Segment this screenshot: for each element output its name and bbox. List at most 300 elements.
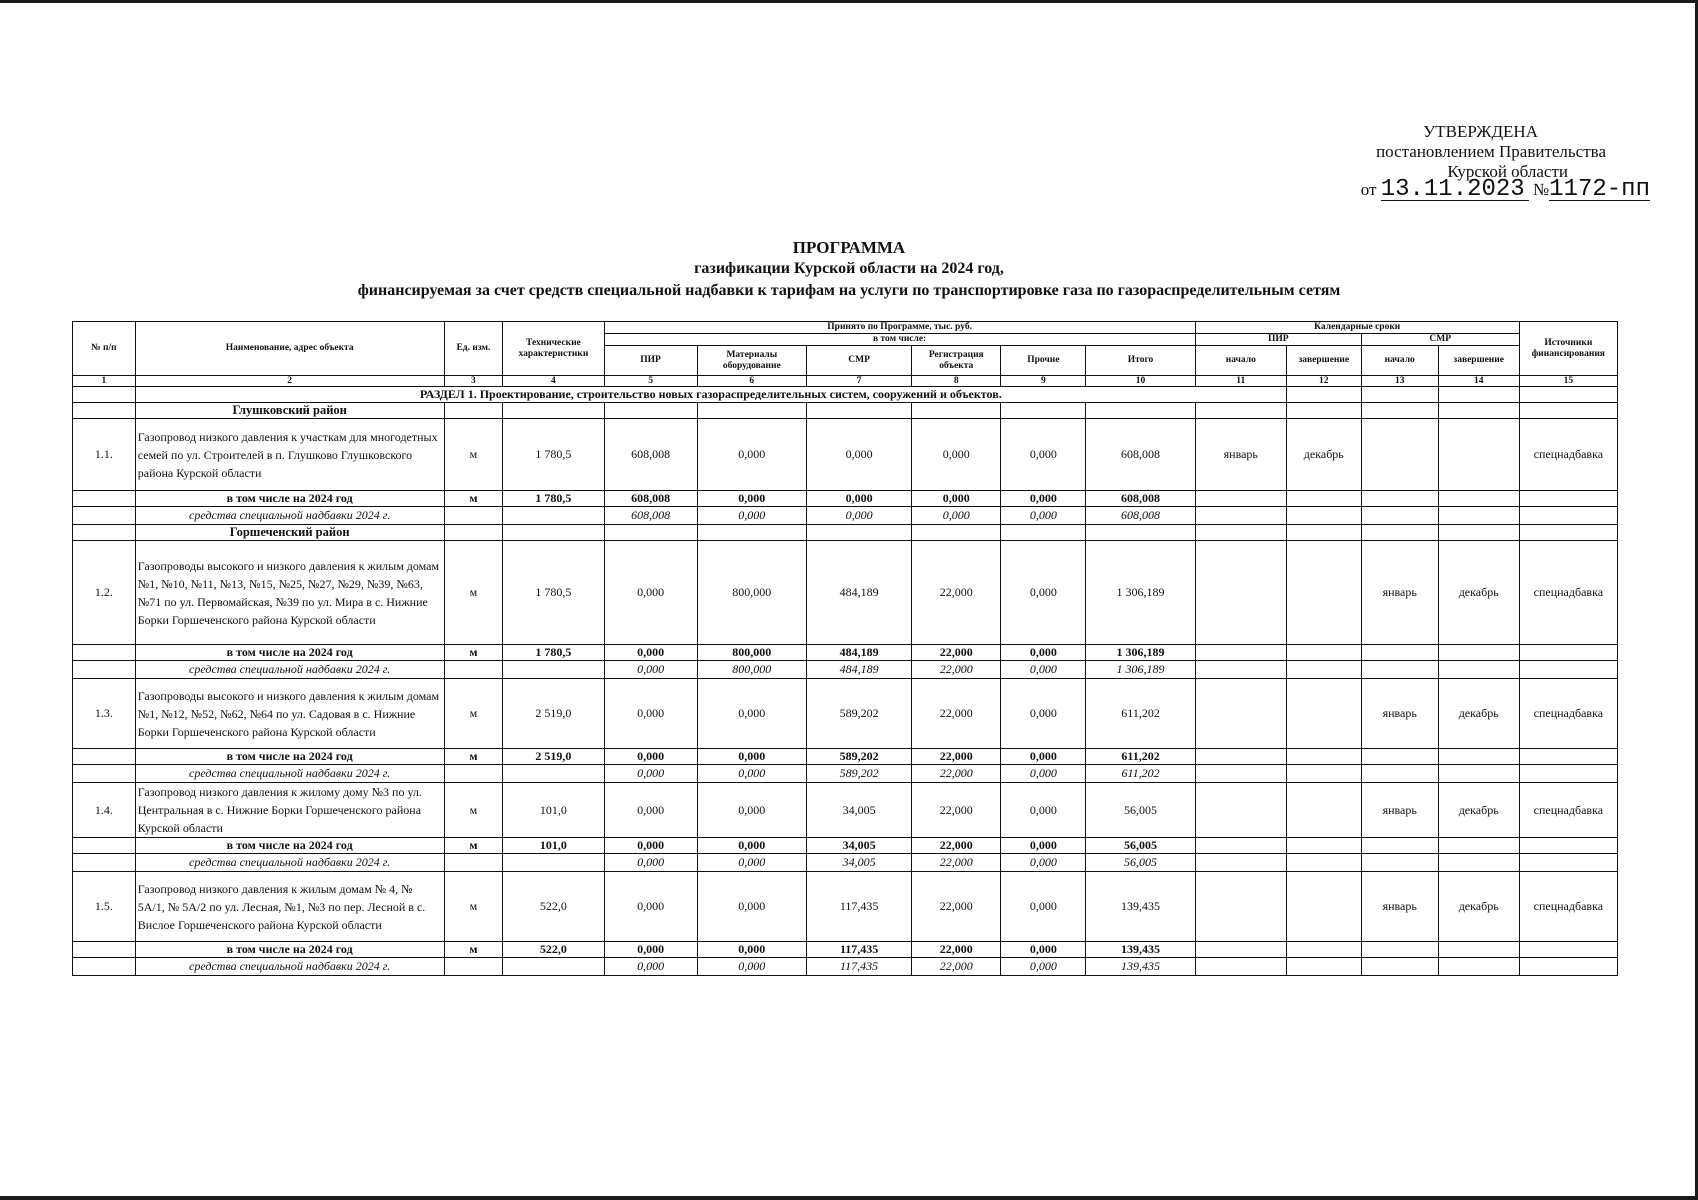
empty-cell (1519, 525, 1617, 541)
tech-cell: 101,0 (503, 838, 604, 854)
empty-cell (912, 525, 1001, 541)
table-row (73, 419, 1618, 491)
col-number: 14 (1438, 376, 1519, 387)
empty-cell (1195, 765, 1286, 783)
section-title: РАЗДЕЛ 1. Проектирование, строительство новых газораспределительных систем, сооружений и объектов. (135, 387, 1286, 403)
col-number: 3 (444, 376, 503, 387)
empty-cell (1519, 854, 1617, 872)
unit-cell: м (444, 783, 503, 838)
empty-cell (1361, 507, 1438, 525)
funds-row (73, 661, 1618, 679)
empty-cell (1195, 854, 1286, 872)
registration-cell: 22,000 (912, 645, 1001, 661)
total-cell: 611,202 (1086, 679, 1195, 749)
pir-start-cell (1195, 679, 1286, 749)
smr-cell: 0,000 (806, 491, 911, 507)
smr-cell: 34,005 (806, 854, 911, 872)
source-cell: спецнадбавка (1519, 679, 1617, 749)
subtotal-label: в том числе на 2024 год (135, 749, 444, 765)
empty-cell (1361, 491, 1438, 507)
col-number: 7 (806, 376, 911, 387)
other-cell: 0,000 (1001, 679, 1086, 749)
empty-cell (1001, 525, 1086, 541)
registration-cell: 22,000 (912, 838, 1001, 854)
empty-cell (1086, 525, 1195, 541)
empty-cell (1286, 525, 1361, 541)
empty-cell (444, 525, 503, 541)
other-cell: 0,000 (1001, 661, 1086, 679)
col-number: 6 (697, 376, 806, 387)
smr-cell: 117,435 (806, 942, 911, 958)
document-title: ПРОГРАММА (792, 238, 906, 257)
document-subtitle: газификации Курской области на 2024 год, (694, 260, 1004, 277)
empty-cell (1519, 942, 1617, 958)
col-tech-header: Технические характеристики (503, 322, 604, 376)
table-row (73, 783, 1618, 838)
other-cell: 0,000 (1001, 491, 1086, 507)
empty-cell (73, 491, 136, 507)
smr-cell: 117,435 (806, 872, 911, 942)
empty-cell (1195, 942, 1286, 958)
funds-label: средства специальной надбавки 2024 г. (135, 958, 444, 976)
empty-cell (1361, 854, 1438, 872)
source-cell: спецнадбавка (1519, 783, 1617, 838)
empty-cell (1195, 749, 1286, 765)
col-number: 15 (1519, 376, 1617, 387)
tech-cell: 2 519,0 (503, 749, 604, 765)
empty-cell (73, 507, 136, 525)
col-number: 10 (1086, 376, 1195, 387)
subtotal-label: в том числе на 2024 год (135, 645, 444, 661)
other-cell: 0,000 (1001, 872, 1086, 942)
scan-edge-top (0, 0, 1698, 3)
other-cell: 0,000 (1001, 854, 1086, 872)
materials-cell: 0,000 (697, 958, 806, 976)
empty-cell (1195, 491, 1286, 507)
section-row (73, 387, 1618, 403)
col-number: 9 (1001, 376, 1086, 387)
smr-start-cell: январь (1361, 872, 1438, 942)
smr-start-cell: январь (1361, 679, 1438, 749)
smr-cell: 117,435 (806, 958, 911, 976)
row-number: 1.4. (73, 783, 136, 838)
empty-cell (1286, 645, 1361, 661)
col-materials-header: Материалы оборудование (697, 346, 806, 376)
col-pir-header: ПИР (604, 346, 697, 376)
col-other-header: Прочие (1001, 346, 1086, 376)
empty-cell (503, 525, 604, 541)
approval-stamp (1240, 122, 1650, 201)
smr-cell: 589,202 (806, 765, 911, 783)
object-name: Газопровод низкого давления к жилым домам № 4, № 5А/1, № 5А/2 по ул. Лесная, №1, №3 по пер. Лесной в с. Вислое Горшеченского района Курской области (135, 872, 444, 942)
empty-cell (1195, 645, 1286, 661)
empty-cell (1286, 491, 1361, 507)
tech-cell: 522,0 (503, 942, 604, 958)
pir-cell: 0,000 (604, 872, 697, 942)
registration-cell: 22,000 (912, 783, 1001, 838)
empty-cell (1519, 765, 1617, 783)
object-name: Газопровод низкого давления к жилому дому №3 по ул. Центральная в с. Нижние Борки Горшеченского района Курской области (135, 783, 444, 838)
smr-end-cell: декабрь (1438, 679, 1519, 749)
unit-cell: м (444, 645, 503, 661)
smr-cell: 589,202 (806, 679, 911, 749)
empty-cell (73, 942, 136, 958)
empty-cell (73, 854, 136, 872)
smr-cell: 484,189 (806, 661, 911, 679)
tech-cell: 101,0 (503, 783, 604, 838)
col-sources-header: Источники финансирования (1519, 322, 1617, 376)
materials-cell: 0,000 (697, 749, 806, 765)
empty-cell (1195, 958, 1286, 976)
empty-cell (1438, 661, 1519, 679)
empty-cell (1195, 507, 1286, 525)
empty-cell (1361, 645, 1438, 661)
empty-cell (604, 525, 697, 541)
empty-cell (1519, 645, 1617, 661)
registration-cell: 22,000 (912, 749, 1001, 765)
col-number: 1 (73, 376, 136, 387)
empty-cell (444, 854, 503, 872)
tech-cell: 1 780,5 (503, 541, 604, 645)
district-name: Горшеченский район (135, 525, 444, 541)
total-cell: 608,008 (1086, 491, 1195, 507)
empty-cell (1438, 507, 1519, 525)
object-name: Газопровод низкого давления к участкам для многодетных семей по ул. Строителей в п. Глушково Глушковского района Курской области (135, 419, 444, 491)
materials-cell: 800,000 (697, 645, 806, 661)
empty-cell (503, 661, 604, 679)
materials-cell: 0,000 (697, 872, 806, 942)
pir-cell: 0,000 (604, 645, 697, 661)
col-number: 5 (604, 376, 697, 387)
empty-cell (73, 958, 136, 976)
empty-cell (73, 765, 136, 783)
funds-label: средства специальной надбавки 2024 г. (135, 854, 444, 872)
smr-start-cell: январь (1361, 783, 1438, 838)
total-cell: 139,435 (1086, 872, 1195, 942)
empty-cell (1361, 765, 1438, 783)
smr-start-cell (1361, 419, 1438, 491)
approval-number: 1172-пп (1549, 176, 1650, 203)
tech-cell: 1 780,5 (503, 419, 604, 491)
empty-cell (1286, 507, 1361, 525)
funds-row (73, 958, 1618, 976)
col-pir-start-header: начало (1195, 346, 1286, 376)
empty-cell (1286, 958, 1361, 976)
approval-line3: Курской области (1447, 162, 1568, 181)
smr-end-cell: декабрь (1438, 783, 1519, 838)
source-cell: спецнадбавка (1519, 419, 1617, 491)
empty-cell (444, 958, 503, 976)
unit-cell: м (444, 942, 503, 958)
empty-cell (1286, 854, 1361, 872)
smr-cell: 34,005 (806, 783, 911, 838)
subtotal-row (73, 491, 1618, 507)
empty-cell (73, 525, 136, 541)
materials-cell: 0,000 (697, 419, 806, 491)
empty-cell (1286, 749, 1361, 765)
other-cell: 0,000 (1001, 419, 1086, 491)
col-unit-header: Ед. изм. (444, 322, 503, 376)
number-prefix: № (1532, 180, 1550, 199)
object-name: Газопроводы высокого и низкого давления к жилым домам №1, №12, №52, №62, №64 по ул. Садовая в с. Нижние Борки Горшеченского района Курской области (135, 679, 444, 749)
table-row (73, 541, 1618, 645)
total-cell: 608,008 (1086, 419, 1195, 491)
cal-smr-header: СМР (1361, 334, 1519, 346)
empty-cell (503, 958, 604, 976)
district-name: Глушковский район (135, 403, 444, 419)
registration-cell: 22,000 (912, 661, 1001, 679)
smr-cell: 34,005 (806, 838, 911, 854)
smr-start-cell: январь (1361, 541, 1438, 645)
empty-cell (1195, 525, 1286, 541)
total-cell: 611,202 (1086, 749, 1195, 765)
registration-cell: 22,000 (912, 872, 1001, 942)
calendar-header: Календарные сроки (1195, 322, 1519, 334)
district-row (73, 403, 1618, 419)
smr-end-cell: декабрь (1438, 541, 1519, 645)
pir-start-cell (1195, 541, 1286, 645)
tech-cell: 522,0 (503, 872, 604, 942)
empty-cell (1438, 958, 1519, 976)
pir-cell: 608,008 (604, 419, 697, 491)
empty-cell (1438, 765, 1519, 783)
tech-cell: 1 780,5 (503, 645, 604, 661)
empty-cell (444, 661, 503, 679)
col-num-header: № п/п (73, 322, 136, 376)
empty-cell (1361, 661, 1438, 679)
empty-cell (1519, 749, 1617, 765)
empty-cell (1519, 958, 1617, 976)
table-header (73, 322, 1618, 387)
source-cell: спецнадбавка (1519, 541, 1617, 645)
empty-cell (1519, 507, 1617, 525)
funds-label: средства специальной надбавки 2024 г. (135, 507, 444, 525)
materials-cell: 800,000 (697, 541, 806, 645)
empty-cell (1438, 838, 1519, 854)
pir-end-cell: декабрь (1286, 419, 1361, 491)
tech-cell: 1 780,5 (503, 491, 604, 507)
empty-cell (697, 525, 806, 541)
row-number: 1.1. (73, 419, 136, 491)
pir-cell: 0,000 (604, 765, 697, 783)
unit-cell: м (444, 419, 503, 491)
col-smr-header: СМР (806, 346, 911, 376)
materials-cell: 0,000 (697, 765, 806, 783)
total-cell: 56,005 (1086, 854, 1195, 872)
empty-cell (1361, 958, 1438, 976)
empty-cell (503, 854, 604, 872)
smr-end-cell: декабрь (1438, 872, 1519, 942)
funds-row (73, 765, 1618, 783)
empty-cell (1361, 749, 1438, 765)
pir-start-cell (1195, 783, 1286, 838)
row-number: 1.2. (73, 541, 136, 645)
pir-start-cell (1195, 872, 1286, 942)
program-table (72, 321, 1618, 976)
pir-end-cell (1286, 783, 1361, 838)
subtotal-row (73, 645, 1618, 661)
total-cell: 1 306,189 (1086, 661, 1195, 679)
col-number: 12 (1286, 376, 1361, 387)
subtotal-label: в том числе на 2024 год (135, 491, 444, 507)
empty-cell (806, 525, 911, 541)
row-number: 1.5. (73, 872, 136, 942)
empty-cell (444, 507, 503, 525)
materials-cell: 0,000 (697, 854, 806, 872)
col-smr-end-header: завершение (1438, 346, 1519, 376)
total-cell: 56,005 (1086, 783, 1195, 838)
subtotal-row (73, 749, 1618, 765)
registration-cell: 0,000 (912, 507, 1001, 525)
empty-cell (444, 765, 503, 783)
subtotal-row (73, 838, 1618, 854)
materials-cell: 0,000 (697, 783, 806, 838)
empty-cell (1438, 942, 1519, 958)
unit-cell: м (444, 679, 503, 749)
pir-cell: 608,008 (604, 491, 697, 507)
pir-cell: 0,000 (604, 958, 697, 976)
empty-cell (1438, 525, 1519, 541)
cal-pir-header: ПИР (1195, 334, 1361, 346)
materials-cell: 0,000 (697, 838, 806, 854)
empty-cell (1195, 661, 1286, 679)
unit-cell: м (444, 491, 503, 507)
col-number: 8 (912, 376, 1001, 387)
unit-cell: м (444, 872, 503, 942)
pir-cell: 0,000 (604, 942, 697, 958)
registration-cell: 22,000 (912, 765, 1001, 783)
document-subtitle-2: финансируемая за счет средств специальной надбавки к тарифам на услуги по транспортировке газа по газораспределительным сетям (357, 282, 1341, 299)
pir-cell: 0,000 (604, 783, 697, 838)
other-cell: 0,000 (1001, 749, 1086, 765)
empty-cell (1438, 645, 1519, 661)
other-cell: 0,000 (1001, 942, 1086, 958)
empty-cell (1361, 942, 1438, 958)
registration-cell: 0,000 (912, 419, 1001, 491)
column-numbers-row (73, 376, 1618, 387)
row-number: 1.3. (73, 679, 136, 749)
subtotal-label: в том числе на 2024 год (135, 838, 444, 854)
object-name: Газопроводы высокого и низкого давления к жилым домам №1, №10, №11, №13, №15, №25, №27, №29, №39, №63, №71 по ул. Первомайская, №39 по ул. Мира в с. Нижние Борки Горшеченского района Курской области (135, 541, 444, 645)
table-body (73, 387, 1618, 976)
empty-cell (1438, 491, 1519, 507)
approval-line2: постановлением Правительства (1376, 142, 1606, 161)
col-number: 2 (135, 376, 444, 387)
total-cell: 611,202 (1086, 765, 1195, 783)
funds-row (73, 854, 1618, 872)
empty-cell (1519, 838, 1617, 854)
empty-cell (1195, 838, 1286, 854)
unit-cell: м (444, 749, 503, 765)
empty-cell (1286, 838, 1361, 854)
total-cell: 56,005 (1086, 838, 1195, 854)
pir-cell: 0,000 (604, 749, 697, 765)
empty-cell (73, 749, 136, 765)
pir-end-cell (1286, 541, 1361, 645)
pir-end-cell (1286, 679, 1361, 749)
materials-cell: 0,000 (697, 507, 806, 525)
materials-cell: 800,000 (697, 661, 806, 679)
approval-date: 13.11.2023 (1381, 180, 1529, 201)
smr-cell: 484,189 (806, 645, 911, 661)
smr-end-cell (1438, 419, 1519, 491)
empty-cell (1361, 838, 1438, 854)
total-cell: 608,008 (1086, 507, 1195, 525)
registration-cell: 22,000 (912, 958, 1001, 976)
total-cell: 139,435 (1086, 942, 1195, 958)
date-prefix: от (1360, 180, 1377, 199)
pir-cell: 608,008 (604, 507, 697, 525)
other-cell: 0,000 (1001, 541, 1086, 645)
approval-line1: УТВЕРЖДЕНА (1423, 122, 1538, 141)
subtotal-row (73, 942, 1618, 958)
smr-cell: 589,202 (806, 749, 911, 765)
empty-cell (1361, 525, 1438, 541)
col-number: 13 (1361, 376, 1438, 387)
approval-date-line (1240, 176, 1650, 203)
pir-end-cell (1286, 872, 1361, 942)
empty-cell (73, 645, 136, 661)
registration-cell: 22,000 (912, 942, 1001, 958)
pir-start-cell: январь (1195, 419, 1286, 491)
other-cell: 0,000 (1001, 783, 1086, 838)
funds-label: средства специальной надбавки 2024 г. (135, 661, 444, 679)
materials-cell: 0,000 (697, 942, 806, 958)
pir-cell: 0,000 (604, 679, 697, 749)
empty-cell (1286, 661, 1361, 679)
other-cell: 0,000 (1001, 645, 1086, 661)
col-pir-end-header: завершение (1286, 346, 1361, 376)
tech-cell: 2 519,0 (503, 679, 604, 749)
table-row (73, 872, 1618, 942)
subtotal-label: в том числе на 2024 год (135, 942, 444, 958)
unit-cell: м (444, 541, 503, 645)
empty-cell (73, 661, 136, 679)
registration-cell: 22,000 (912, 854, 1001, 872)
pir-cell: 0,000 (604, 854, 697, 872)
total-cell: 1 306,189 (1086, 645, 1195, 661)
materials-cell: 0,000 (697, 679, 806, 749)
registration-cell: 22,000 (912, 541, 1001, 645)
empty-cell (1438, 749, 1519, 765)
total-cell: 139,435 (1086, 958, 1195, 976)
pir-cell: 0,000 (604, 838, 697, 854)
unit-cell: м (444, 838, 503, 854)
registration-cell: 22,000 (912, 679, 1001, 749)
pir-cell: 0,000 (604, 541, 697, 645)
scan-edge-bottom (0, 1196, 1698, 1200)
col-total-header: Итого (1086, 346, 1195, 376)
accepted-header: Принято по Программе, тыс. руб. (604, 322, 1195, 334)
empty-cell (503, 507, 604, 525)
smr-cell: 0,000 (806, 419, 911, 491)
col-smr-start-header: начало (1361, 346, 1438, 376)
empty-cell (1286, 942, 1361, 958)
materials-cell: 0,000 (697, 491, 806, 507)
col-number: 4 (503, 376, 604, 387)
smr-cell: 0,000 (806, 507, 911, 525)
other-cell: 0,000 (1001, 507, 1086, 525)
smr-cell: 484,189 (806, 541, 911, 645)
source-cell: спецнадбавка (1519, 872, 1617, 942)
pir-cell: 0,000 (604, 661, 697, 679)
total-cell: 1 306,189 (1086, 541, 1195, 645)
empty-cell (503, 765, 604, 783)
empty-cell (1519, 491, 1617, 507)
empty-cell (1286, 765, 1361, 783)
empty-cell (1519, 661, 1617, 679)
table-row (73, 679, 1618, 749)
